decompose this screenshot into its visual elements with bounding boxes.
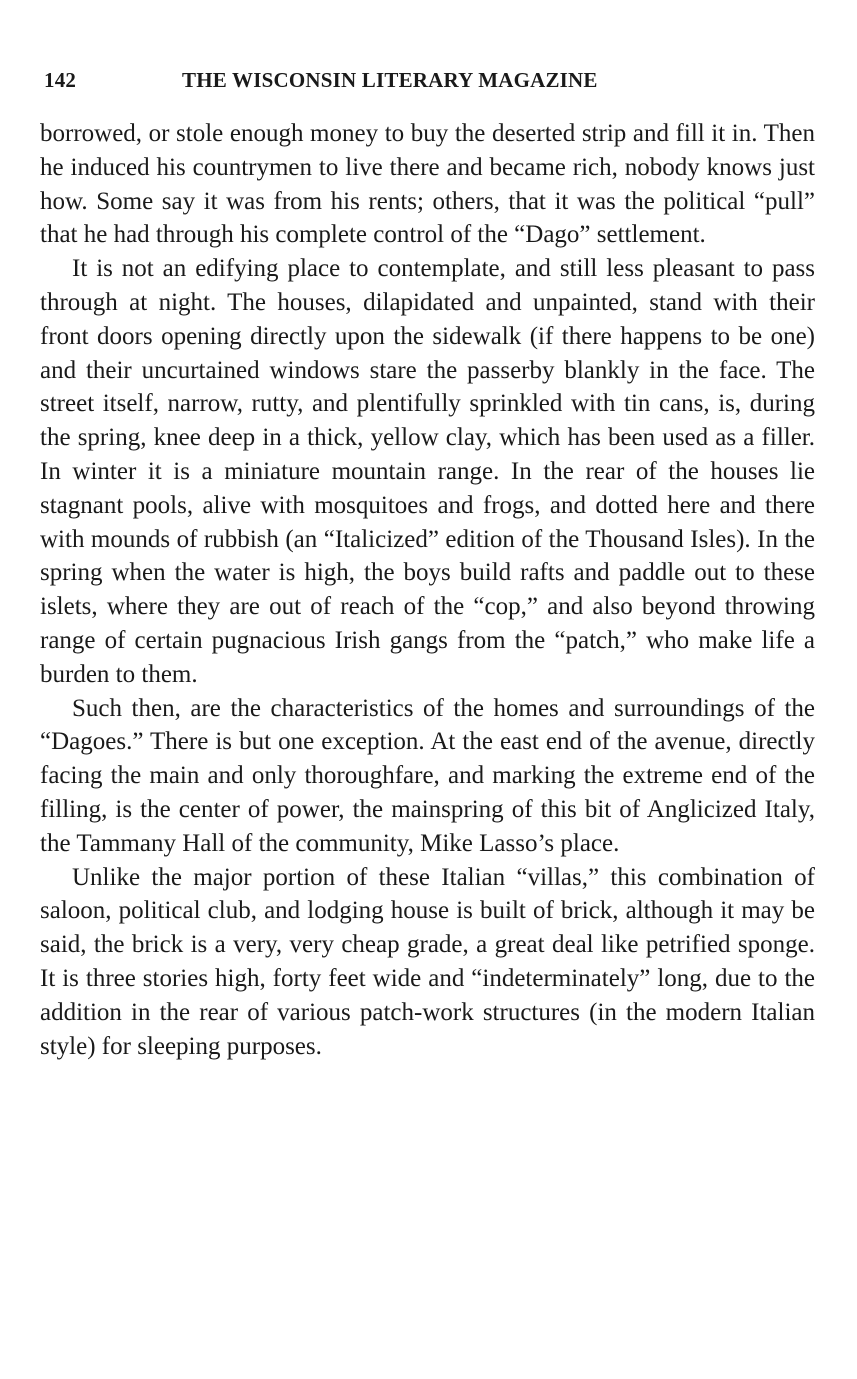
magazine-title: THE WISCONSIN LITERARY MAGAZINE	[182, 68, 598, 92]
article-body	[40, 117, 815, 1063]
paragraph: Such then, are the characteristics of the homes and surroundings of the “Dagoes.” There is but one exception. At the east end of the avenue, directly facing the main and only thoroughfare, and marking the extreme end of the filling, is the center of power, the mainspring of this bit of Anglicized Italy, the Tammany Hall of the community, Mike Lasso’s place.	[40, 694, 815, 857]
page-number: 142	[44, 68, 77, 92]
paragraph-continued: borrowed, or stole enough money to buy the deserted strip and fill it in. Then he induced his countrymen to live there and became rich, nobody knows just how. Some say it was from his rents; others, that it was the political “pull” that he had through his complete control of the “Dago” settlement.	[40, 120, 815, 249]
paragraph: It is not an edifying place to contemplate, and still less pleasant to pass through at night. The houses, dilapidated and unpainted, stand with their front doors opening directly upon the sidewalk (if there happens to be one) and their uncurtained windows stare the passerby blankly in the face. The street itself, narrow, rutty, and plentifully sprinkled with tin cans, is, during the spring, knee deep in a thick, yellow clay, which has been used as a filler. In winter it is a miniature mountain range. In the rear of the houses lie stagnant pools, alive with mosquitoes and frogs, and dotted here and there with mounds of rubbish (an “Italicized” edition of the Thousand Isles). In the spring when the water is high, the boys build rafts and paddle out to these islets, where they are out of reach of the “cop,” and also beyond throwing range of certain pugnacious Irish gangs from the “patch,” who make life a burden to them.	[40, 255, 815, 688]
paragraph: Unlike the major portion of these Italian “villas,” this combination of saloon, political club, and lodging house is built of brick, although it may be said, the brick is a very, very cheap grade, a great deal like petrified sponge. It is three stories high, forty feet wide and “indeterminately” long, due to the addition in the rear of various patch-work structures (in the modern Italian style) for sleeping purposes.	[40, 863, 815, 1060]
running-head	[44, 68, 814, 100]
